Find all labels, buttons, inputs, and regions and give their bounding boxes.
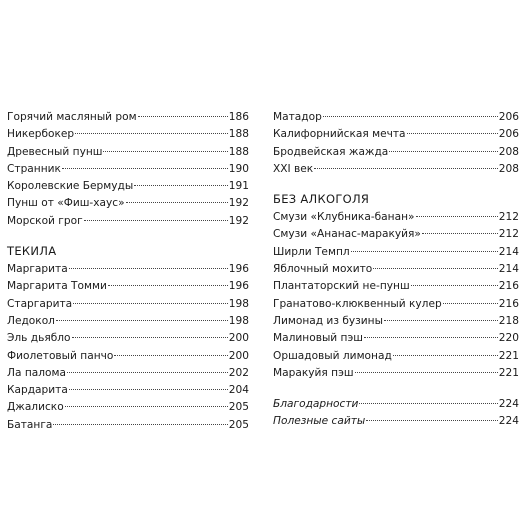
entry-title: Смузи «Клубника-банан» — [273, 211, 415, 224]
entry-page: 216 — [498, 297, 519, 310]
entry-page: 205 — [228, 418, 249, 431]
entry-page: 196 — [228, 263, 249, 276]
toc-entry — [273, 365, 519, 382]
entry-title: Кардарита — [7, 384, 68, 397]
leader-dots — [75, 133, 228, 134]
entry-page: 202 — [228, 366, 249, 379]
entry-title: Смузи «Ананас-маракуйя» — [273, 228, 421, 241]
leader-dots — [422, 233, 498, 234]
entry-page: 214 — [498, 245, 519, 258]
toc-entry — [273, 161, 519, 178]
entry-page: 220 — [498, 332, 519, 345]
section-gap — [273, 382, 519, 396]
toc-entry — [7, 330, 249, 347]
entry-title: Яблочный мохито — [273, 263, 373, 276]
leader-dots — [126, 202, 228, 203]
leader-dots — [84, 220, 228, 221]
entry-title: Благодарности — [273, 398, 359, 411]
entry-title: Маргарита — [7, 263, 68, 276]
entry-title: Бродвейская жажда — [273, 145, 389, 158]
entry-title: Королевские Бермуды — [7, 180, 134, 193]
entry-title: Пунш от «Фиш-хаус» — [7, 197, 125, 210]
toc-entry — [7, 161, 249, 178]
leader-dots — [69, 268, 228, 269]
entry-page: 188 — [228, 128, 249, 141]
entry-title: Полезные сайты — [273, 415, 366, 428]
entry-page: 206 — [498, 111, 519, 123]
leader-dots — [62, 168, 228, 169]
leader-dots — [73, 303, 228, 304]
leader-dots — [138, 116, 228, 117]
entry-title: Горячий масляный ром — [7, 111, 137, 123]
section-heading-tequila: ТЕКИЛА — [7, 244, 57, 259]
leader-dots — [114, 355, 227, 356]
entry-page: 208 — [498, 162, 519, 175]
entry-title: Старгарита — [7, 297, 73, 310]
entry-title: Ла палома — [7, 366, 66, 379]
leader-dots — [389, 151, 497, 152]
entry-page: 216 — [498, 280, 519, 293]
entry-title: Малиновый пэш — [273, 332, 363, 345]
entry-title: Морской грог — [7, 214, 83, 227]
entry-page: 198 — [228, 297, 249, 310]
entry-page: 200 — [228, 349, 249, 362]
entry-title: Джалиско — [7, 401, 64, 414]
leader-dots — [351, 251, 498, 252]
toc-entry — [273, 126, 519, 143]
leader-dots — [108, 285, 228, 286]
leader-dots — [323, 116, 498, 117]
section-heading-nonalcoholic: БЕЗ АЛКОГОЛЯ — [273, 192, 370, 207]
leader-dots — [72, 337, 228, 338]
toc-entry — [273, 278, 519, 295]
entry-title: Древесный пунш — [7, 145, 103, 158]
toc-entry — [7, 417, 249, 434]
entry-title: Странник — [7, 162, 61, 175]
leader-dots — [384, 320, 498, 321]
entry-page: 206 — [498, 128, 519, 141]
leader-dots — [411, 285, 498, 286]
entry-page: 204 — [228, 384, 249, 397]
toc-entry — [273, 330, 519, 347]
leader-dots — [393, 355, 498, 356]
entry-page: 224 — [498, 415, 519, 428]
entry-title: Батанга — [7, 418, 53, 431]
toc-entry — [7, 365, 249, 382]
toc-entry — [273, 313, 519, 330]
leader-dots — [65, 406, 228, 407]
toc-entry — [7, 195, 249, 212]
entry-page: 192 — [228, 197, 249, 210]
entry-title: Матадор — [273, 111, 322, 123]
leader-dots — [134, 185, 228, 186]
toc-entry — [273, 348, 519, 365]
toc-entry — [7, 382, 249, 399]
entry-title: Эль дьябло — [7, 332, 71, 345]
entry-page: 196 — [228, 280, 249, 293]
entry-page: 200 — [228, 332, 249, 345]
leader-dots — [314, 168, 498, 169]
entry-title: XXI век — [273, 162, 314, 175]
entry-page: 224 — [498, 398, 519, 411]
toc-entry — [273, 261, 519, 278]
entry-page: 214 — [498, 263, 519, 276]
entry-page: 221 — [498, 349, 519, 362]
toc-entry — [273, 296, 519, 313]
entry-title: Ледокол — [7, 314, 55, 327]
entry-page: 212 — [498, 211, 519, 224]
entry-page: 190 — [228, 162, 249, 175]
leader-dots — [407, 133, 498, 134]
toc-entry — [273, 396, 519, 413]
entry-title: Оршадовый лимонад — [273, 349, 392, 362]
toc-entry — [7, 178, 249, 195]
entry-title: Маргарита Томми — [7, 280, 107, 293]
toc-entry — [273, 144, 519, 161]
toc-entry — [273, 226, 519, 243]
entry-page: 221 — [498, 366, 519, 379]
toc-entry — [7, 144, 249, 161]
toc-entry — [7, 126, 249, 143]
toc-entry — [7, 278, 249, 295]
toc-entry — [7, 348, 249, 365]
entry-page: 186 — [228, 111, 249, 123]
entry-page: 205 — [228, 401, 249, 414]
leader-dots — [364, 337, 498, 338]
toc-entry — [7, 213, 249, 230]
leader-dots — [416, 216, 498, 217]
leader-dots — [366, 420, 497, 421]
toc-left-column — [7, 109, 249, 434]
toc-entry — [273, 413, 519, 430]
entry-page: 191 — [228, 180, 249, 193]
toc-entry — [7, 399, 249, 416]
entry-page: 212 — [498, 228, 519, 241]
toc-entry — [273, 209, 519, 226]
entry-title: Гранатово-клюквенный кулер — [273, 297, 442, 310]
toc-entry — [7, 109, 249, 126]
entry-title: Калифорнийская мечта — [273, 128, 406, 141]
entry-title: Лимонад из бузины — [273, 314, 383, 327]
toc-entry — [7, 296, 249, 313]
leader-dots — [67, 372, 228, 373]
leader-dots — [69, 389, 228, 390]
entry-page: 198 — [228, 314, 249, 327]
leader-dots — [355, 372, 498, 373]
toc-entry — [7, 313, 249, 330]
toc-entry — [273, 244, 519, 261]
entry-page: 218 — [498, 314, 519, 327]
entry-page: 192 — [228, 214, 249, 227]
toc-right-column — [273, 109, 519, 431]
entry-title: Ширли Темпл — [273, 245, 350, 258]
entry-page: 208 — [498, 145, 519, 158]
leader-dots — [53, 424, 227, 425]
entry-page: 188 — [228, 145, 249, 158]
entry-title: Маракуйя пэш — [273, 366, 354, 379]
toc-entry — [273, 109, 519, 126]
entry-title: Плантаторский не-пунш — [273, 280, 410, 293]
entry-title: Фиолетовый панчо — [7, 349, 114, 362]
leader-dots — [443, 303, 498, 304]
entry-title: Никербокер — [7, 128, 75, 141]
leader-dots — [103, 151, 227, 152]
toc-entry — [7, 261, 249, 278]
leader-dots — [56, 320, 228, 321]
leader-dots — [359, 403, 497, 404]
leader-dots — [373, 268, 498, 269]
